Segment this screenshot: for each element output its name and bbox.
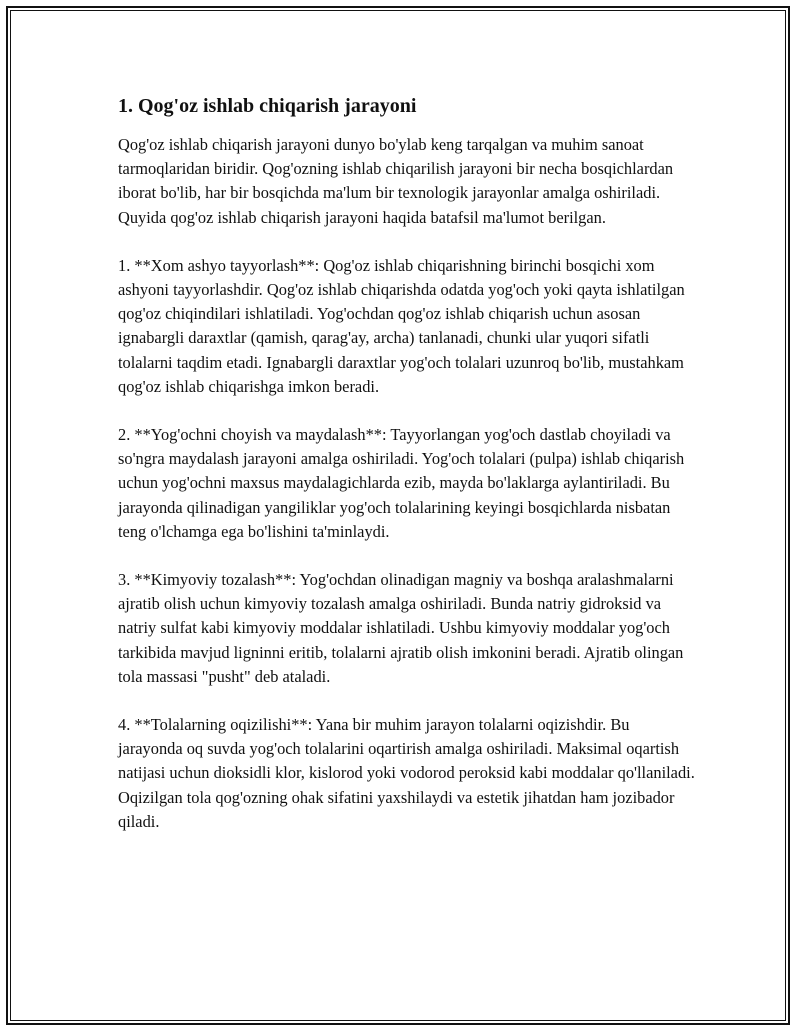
document-title: 1. Qog'oz ishlab chiqarish jarayoni	[118, 95, 417, 117]
paragraph-raw-material: 1. **Xom ashyo tayyorlash**: Qog'oz ishlab chiqarishning birinchi bosqichi xom ashyoni tayyorlashdir. Qog'oz ishlab chiqarishda odatda yog'och yoki qayta ishlatilgan qog'oz chiqindilari ishlatiladi. Yog'ochdan qog'oz ishlab chiqarish uchun asosan ignabargli daraxtlar (qamish, qarag'ay, archa) tanlanadi, chunki ular yuqori sifatli tolalarni taqdim etadi. Ignabargli daraxtlar yog'och tolalari uzunroq bo'lib, mustahkam qog'oz ishlab chiqarishga imkon beradi.	[118, 255, 685, 396]
paragraph-fiber-bleaching: 4. **Tolalarning oqizilishi**: Yana bir muhim jarayon tolalarni oqizishdir. Bu jarayonda oq suvda yog'och tolalarini oqartirish amalga oshiriladi. Maksimal oqartish natijasi uchun dioksidli klor, kislorod yoki vodorod peroksid kabi moddalar qo'llaniladi. Oqizilgan tola qog'ozning ohak sifatini yaxshilaydi va estetik jihatdan ham jozibador qiladi.	[118, 715, 695, 831]
intro-paragraph: Qog'oz ishlab chiqarish jarayoni dunyo bo'ylab keng tarqalgan va muhim sanoat tarmoqlaridan biridir. Qog'ozning ishlab chiqarilish jarayoni bir necha bosqichlardan iborat bo'lib, har bir bosqichda ma'lum bir texnologik jarayonlar amalga oshiriladi. Quyida qog'oz ishlab chiqarish jarayoni haqida batafsil ma'lumot berilgan.	[118, 135, 674, 227]
document-body	[118, 93, 698, 858]
paragraph-wood-processing: 2. **Yog'ochni choyish va maydalash**: Tayyorlangan yog'och dastlab choyiladi va so'ngra maydalash jarayoni amalga oshiriladi. Yog'och tolalari (pulpa) ishlab chiqarish uchun yog'ochni maxsus maydalagichlarda ezib, mayda bo'laklarga aylantiriladi. Bu jarayonda qilinadigan yangiliklar yog'och tolalarining keyingi bosqichlarda nisbatan teng o'lchamga ega bo'lishini ta'minlaydi.	[118, 425, 685, 541]
paragraph-chemical-cleaning: 3. **Kimyoviy tozalash**: Yog'ochdan olinadigan magniy va boshqa aralashmalarni ajratib olish uchun kimyoviy tozalash amalga oshiriladi. Bunda natriy gidroksid va natriy sulfat kabi kimyoviy moddalar ishlatiladi. Ushbu kimyoviy moddalar yog'och tarkibida mavjud ligninni eritib, tolalarni ajratib olish imkonini beradi. Ajratib olingan tola massasi "pusht" deb ataladi.	[118, 570, 684, 686]
